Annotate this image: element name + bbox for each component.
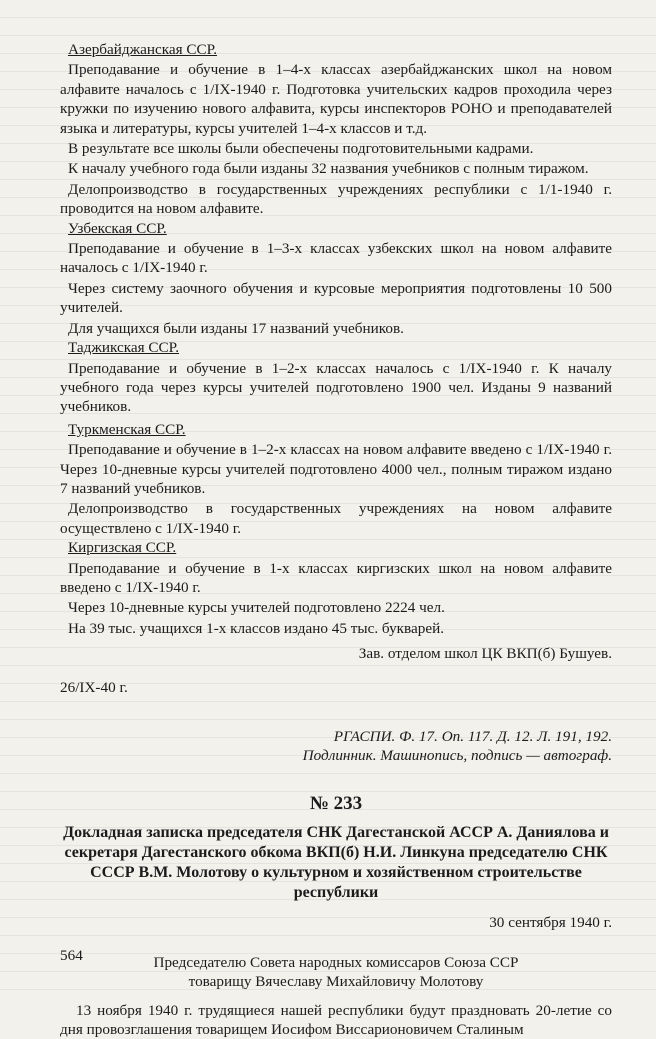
document-date-short: 26/IX-40 г. (60, 678, 128, 696)
signature: Зав. отделом школ ЦК ВКП(б) Бушуев. (358, 645, 612, 663)
paragraph: Преподавание и обучение в 1-х классах киргизских школ на новом алфавите введено с 1/IX-1940 г. (60, 559, 612, 596)
paragraph: Через 10-дневные курсы учителей подготовлено 2224 чел. (68, 599, 445, 617)
document-date: 30 сентября 1940 г. (489, 914, 612, 932)
section-heading: Узбекская ССР. (68, 219, 167, 237)
section-heading: Азербайджанская ССР. (68, 41, 218, 58)
paragraph: Преподавание и обучение в 1–3-х классах узбекских школ на новом алфавите началось с 1/IX-1940 г. (60, 240, 612, 277)
section-heading: Таджикская ССР. (68, 339, 180, 357)
section-uzbekistan (60, 219, 612, 338)
section-turkmenistan (60, 420, 612, 538)
paragraph: Преподавание и обучение в 1–2-х классах на новом алфавите введено с 1/IX-1940 г. Через 10-дневные курсы учителей подготовлено 4000 чел., полным тиражом издано 7 названий учебников. (60, 441, 612, 497)
document-title: Докладная записка председателя СНК Дагестанской АССР А. Даниялова и секретаря Дагестанского обкома ВКП(б) Н.И. Линкуна председателю СНК СССР В.М. Молотову о культурном и хозяйственном строительстве республики (63, 824, 609, 902)
paragraph: Через систему заочного обучения и курсовые мероприятия подготовлены 10 500 учителей. (60, 279, 612, 317)
paragraph: Делопроизводство в государственных учреждениях республики с 1/1-1940 г. проводится на новом алфавите. (60, 180, 612, 218)
paragraph: Для учащихся были изданы 17 названий учебников. (68, 319, 404, 337)
paragraph: Преподавание и обучение в 1–2-х классах началось с 1/IX-1940 г. К началу учебного года через курсы учителей подготовлено 1900 чел. Изданы 9 названий учебников. (60, 359, 612, 416)
section-heading: Туркменская ССР. (68, 420, 186, 438)
section-kyrgyzstan (60, 538, 612, 638)
archive-reference-line-1: РГАСПИ. Ф. 17. Оп. 117. Д. 12. Л. 191, 192. (333, 728, 612, 745)
addressee (60, 953, 612, 991)
page-content (60, 40, 612, 1039)
paragraph: В результате все школы были обеспечены подготовительными кадрами. (68, 140, 534, 158)
section-heading: Киргизская ССР. (68, 539, 177, 557)
addressee-line-2: товарищу Вячеславу Михайловичу Молотову (188, 972, 484, 990)
page-number: 564 (60, 947, 83, 964)
section-tajikistan (60, 338, 612, 417)
body-paragraph: 13 ноября 1940 г. трудящиеся нашей республики будут праздновать 20-летие со дня провозглашения товарищем Иосифом Виссарионовичем Сталиным (60, 1001, 612, 1039)
paragraph: На 39 тыс. учащихся 1-х классов издано 45 тыс. букварей. (68, 619, 445, 637)
section-azerbaijan (60, 40, 612, 219)
document-number: № 233 (309, 792, 363, 814)
paragraph: Делопроизводство в государственных учреждениях на новом алфавите осуществлено с 1/IX-1940 г. (60, 500, 612, 537)
archive-reference-line-2: Подлинник. Машинопись, подпись — автограф. (302, 747, 612, 765)
addressee-line-1: Председателю Совета народных комиссаров Союза ССР (153, 953, 519, 971)
paragraph: Преподавание и обучение в 1–4-х классах азербайджанских школ на новом алфавите началось с 1/IX-1940 г. Подготовка учительских кадров проходила через кружки по изучению нового алфавита, курсы инспекторов РОНО и преподавателей языка и литературы, курсы учителей 1–4-х классов и т.д. (60, 61, 612, 137)
paragraph: К началу учебного года были изданы 32 названия учебников с полным тиражом. (68, 160, 589, 178)
archive-reference (60, 727, 612, 766)
